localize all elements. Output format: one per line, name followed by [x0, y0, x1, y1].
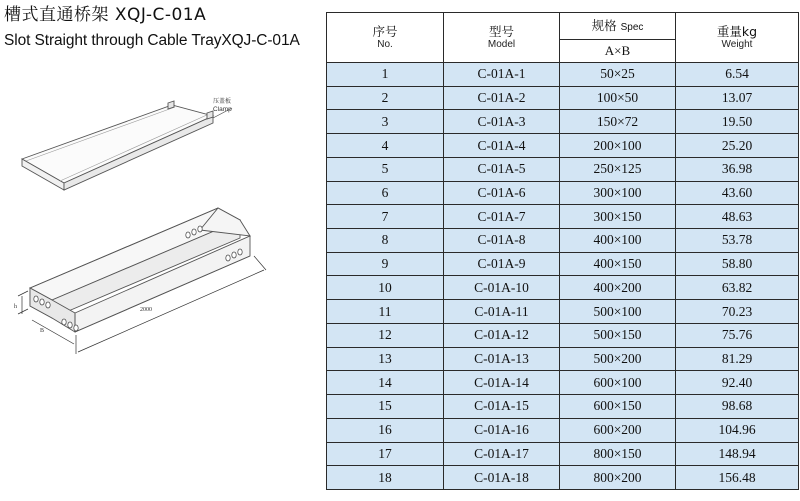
cell-spec: 250×125 [560, 157, 676, 181]
cell-no: 9 [327, 252, 444, 276]
tray-trough [30, 208, 250, 332]
page-title-cn: 槽式直通桥架 XQJ-C-01A [4, 5, 207, 25]
cell-no: 12 [327, 323, 444, 347]
cell-spec: 500×100 [560, 300, 676, 324]
cell-weight: 48.63 [676, 205, 799, 229]
header-no [327, 13, 444, 63]
table-row [327, 229, 799, 253]
table-row [327, 371, 799, 395]
table-row [327, 395, 799, 419]
cell-spec: 800×150 [560, 442, 676, 466]
table-row [327, 110, 799, 134]
cable-tray-drawing [0, 70, 320, 390]
cell-spec: 200×100 [560, 134, 676, 158]
clamp-label-cn: 压盖板 [213, 98, 232, 105]
cell-no: 14 [327, 371, 444, 395]
table-row [327, 252, 799, 276]
header-spec-sub: A×B [560, 40, 676, 63]
cell-weight: 43.60 [676, 181, 799, 205]
cell-no: 3 [327, 110, 444, 134]
cell-weight: 6.54 [676, 63, 799, 87]
cell-weight: 70.23 [676, 300, 799, 324]
cell-model: C-01A-9 [444, 252, 560, 276]
cell-model: C-01A-10 [444, 276, 560, 300]
cover-plate [22, 101, 232, 190]
clamp-label-en: Clamp [213, 106, 232, 113]
cell-model: C-01A-14 [444, 371, 560, 395]
header-spec-cn: 规格 [591, 18, 617, 33]
cell-spec: 500×200 [560, 347, 676, 371]
cell-model: C-01A-5 [444, 157, 560, 181]
cell-spec: 600×150 [560, 395, 676, 419]
spec-table [326, 12, 799, 490]
cell-spec: 50×25 [560, 63, 676, 87]
cell-weight: 36.98 [676, 157, 799, 181]
cell-model: C-01A-2 [444, 86, 560, 110]
cell-no: 5 [327, 157, 444, 181]
page-title-en: Slot Straight through Cable TrayXQJ-C-01A [4, 32, 300, 49]
cell-model: C-01A-16 [444, 418, 560, 442]
cell-weight: 148.94 [676, 442, 799, 466]
cell-no: 18 [327, 466, 444, 490]
cell-no: 6 [327, 181, 444, 205]
cell-weight: 98.68 [676, 395, 799, 419]
header-model-en: Model [487, 39, 516, 50]
header-no-en: No. [377, 39, 393, 50]
table-body [327, 63, 799, 490]
cell-model: C-01A-11 [444, 300, 560, 324]
cell-model: C-01A-6 [444, 181, 560, 205]
cell-weight: 156.48 [676, 466, 799, 490]
cell-spec: 800×200 [560, 466, 676, 490]
cell-spec: 400×100 [560, 229, 676, 253]
cell-model: C-01A-15 [444, 395, 560, 419]
cell-weight: 58.80 [676, 252, 799, 276]
cell-weight: 63.82 [676, 276, 799, 300]
table-row [327, 63, 799, 87]
cell-model: C-01A-17 [444, 442, 560, 466]
cell-model: C-01A-3 [444, 110, 560, 134]
header-weight-en: Weight [721, 39, 753, 50]
cell-spec: 600×100 [560, 371, 676, 395]
table-row [327, 205, 799, 229]
cell-weight: 104.96 [676, 418, 799, 442]
header-spec-en: Spec [620, 22, 644, 33]
header-weight [676, 13, 799, 63]
cell-weight: 92.40 [676, 371, 799, 395]
cell-no: 2 [327, 86, 444, 110]
cell-model: C-01A-8 [444, 229, 560, 253]
table-row [327, 181, 799, 205]
table-row [327, 418, 799, 442]
cell-no: 1 [327, 63, 444, 87]
dimension-h: h [14, 304, 17, 310]
cell-no: 8 [327, 229, 444, 253]
header-model-cn: 型号 [488, 24, 514, 39]
cell-weight: 75.76 [676, 323, 799, 347]
cell-model: C-01A-13 [444, 347, 560, 371]
table-row [327, 466, 799, 490]
cell-spec: 100×50 [560, 86, 676, 110]
cell-model: C-01A-7 [444, 205, 560, 229]
cell-no: 17 [327, 442, 444, 466]
cell-no: 7 [327, 205, 444, 229]
table-row [327, 347, 799, 371]
title-block [4, 4, 319, 50]
cell-weight: 19.50 [676, 110, 799, 134]
cell-no: 11 [327, 300, 444, 324]
header-spec [560, 13, 676, 40]
cell-model: C-01A-18 [444, 466, 560, 490]
cell-no: 10 [327, 276, 444, 300]
cell-no: 16 [327, 418, 444, 442]
cell-no: 4 [327, 134, 444, 158]
cell-model: C-01A-4 [444, 134, 560, 158]
table-row [327, 300, 799, 324]
dimension-length: 2000 [140, 307, 152, 313]
cell-weight: 53.78 [676, 229, 799, 253]
cell-spec: 400×150 [560, 252, 676, 276]
cell-spec: 300×150 [560, 205, 676, 229]
header-no-cn: 序号 [372, 24, 398, 39]
cell-spec: 150×72 [560, 110, 676, 134]
cell-no: 15 [327, 395, 444, 419]
cell-model: C-01A-12 [444, 323, 560, 347]
header-model [444, 13, 560, 63]
cell-spec: 500×150 [560, 323, 676, 347]
cell-spec: 400×200 [560, 276, 676, 300]
table-row [327, 134, 799, 158]
cell-no: 13 [327, 347, 444, 371]
table-row [327, 276, 799, 300]
table-row [327, 86, 799, 110]
cell-spec: 600×200 [560, 418, 676, 442]
table-row [327, 323, 799, 347]
header-weight-cn: 重量kg [716, 24, 758, 39]
cell-spec: 300×100 [560, 181, 676, 205]
table-row [327, 442, 799, 466]
table-row [327, 157, 799, 181]
dimension-b: B [40, 328, 45, 334]
cell-weight: 13.07 [676, 86, 799, 110]
cell-weight: 25.20 [676, 134, 799, 158]
cell-model: C-01A-1 [444, 63, 560, 87]
cell-weight: 81.29 [676, 347, 799, 371]
